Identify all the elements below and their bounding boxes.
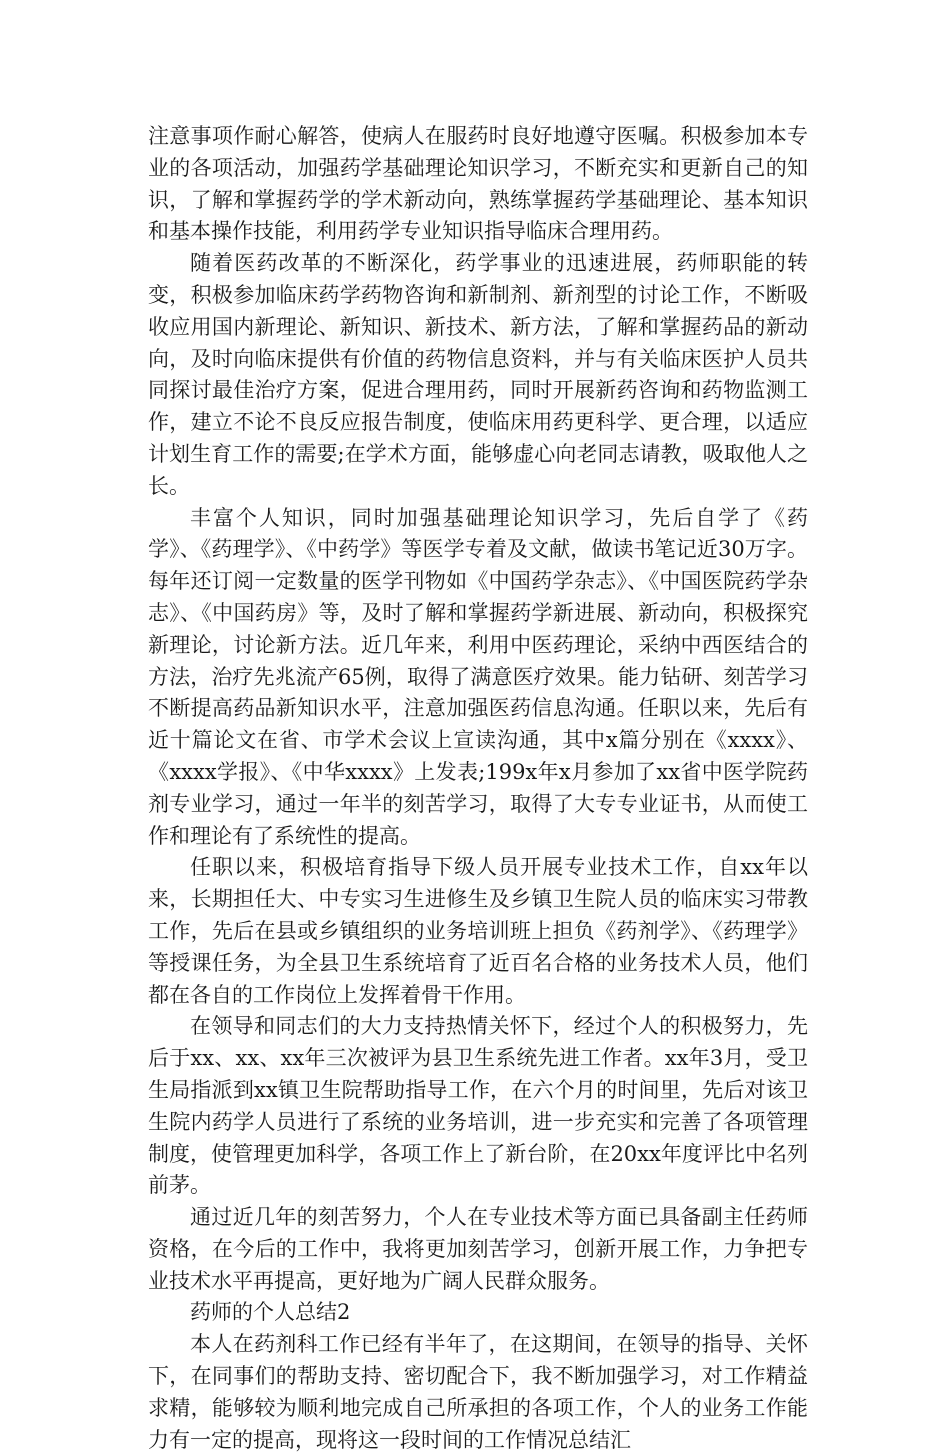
paragraph-training: 任职以来，积极培育指导下级人员开展专业技术工作，自xx年以来，长期担任大、中专实习生进修生及乡镇卫生院人员的临床实习带教工作，先后在县或乡镇组织的业务培训班上担负《药剂学》、《药理学》等授课任务，为全县卫生系统培育了近百名合格的业务技术人员，他们都在各自的工作岗位上发挥着骨干作用。 bbox=[148, 855, 808, 1007]
document-body bbox=[148, 121, 808, 1456]
paragraph-continuation: 注意事项作耐心解答，使病人在服药时良好地遵守医嘱。积极参加本专业的各项活动，加强药学基础理论知识学习，不断充实和更新自己的知识，了解和掌握药学的学术新动向，熟练掌握药学基础理论、基本知识和基本操作技能，利用药学专业知识指导临床合理用药。 bbox=[148, 124, 808, 244]
paragraph-awards: 在领导和同志们的大力支持热情关怀下，经过个人的积极努力，先后于xx、xx、xx年三次被评为县卫生系统先进工作者。xx年3月，受卫生局指派到xx镇卫生院帮助指导工作，在六个月的时间里，先后对该卫生院内药学人员进行了系统的业务培训，进一步充实和完善了各项管理制度，使管理更加科学，各项工作上了新台阶，在20xx年度评比中名列前茅。 bbox=[148, 1014, 808, 1198]
section-heading: 药师的个人总结2 bbox=[190, 1300, 351, 1325]
paragraph-knowledge: 丰富个人知识，同时加强基础理论知识学习，先后自学了《药学》、《药理学》、《中药学》等医学专着及文献，做读书笔记近30万字。每年还订阅一定数量的医学刊物如《中国药学杂志》、《中国医院药学杂志》、《中国药房》等，及时了解和掌握药学新进展、新动向，积极探究新理论，讨论新方法。近几年来，利用中医药理论，采纳中西医结合的方法，治疗先兆流产65例，取得了满意医疗效果。能力钻研、刻苦学习不断提高药品新知识水平，注意加强医药信息沟通。任职以来，先后有近十篇论文在省、市学术会议上宣读沟通，其中x篇分别在《xxxx》、《xxxx学报》、《中华xxxx》上发表;199x年x月参加了xx省中医学院药剂专业学习，通过一年半的刻苦学习，取得了大专专业证书，从而使工作和理论有了系统性的提高。 bbox=[148, 505, 808, 848]
paragraph-reform: 随着医药改革的不断深化，药学事业的迅速进展，药师职能的转变，积极参加临床药学药物咨询和新制剂、新剂型的讨论工作，不断吸收应用国内新理论、新知识、新技术、新方法，了解和掌握药品的新动向，及时向临床提供有价值的药物信息资料，并与有关临床医护人员共同探讨最佳治疗方案，促进合理用药，同时开展新药咨询和药物监测工作，建立不论不良反应报告制度，使临床用药更科学、更合理，以适应计划生育工作的需要;在学术方面，能够虚心向老同志请教，吸取他人之长。 bbox=[148, 251, 808, 498]
paragraph-summary-intro: 本人在药剂科工作已经有半年了，在这期间，在领导的指导、关怀下，在同事们的帮助支持、密切配合下，我不断加强学习，对工作精益求精，能够较为顺利地完成自己所承担的各项工作，个人的业务工作能力有一定的提高，现将这一段时间的工作情况总结汇 bbox=[148, 1332, 808, 1452]
paragraph-qualification: 通过近几年的刻苦努力，个人在专业技术等方面已具备副主任药师资格，在今后的工作中，我将更加刻苦学习，创新开展工作，力争把专业技术水平再提高，更好地为广阔人民群众服务。 bbox=[148, 1205, 808, 1293]
